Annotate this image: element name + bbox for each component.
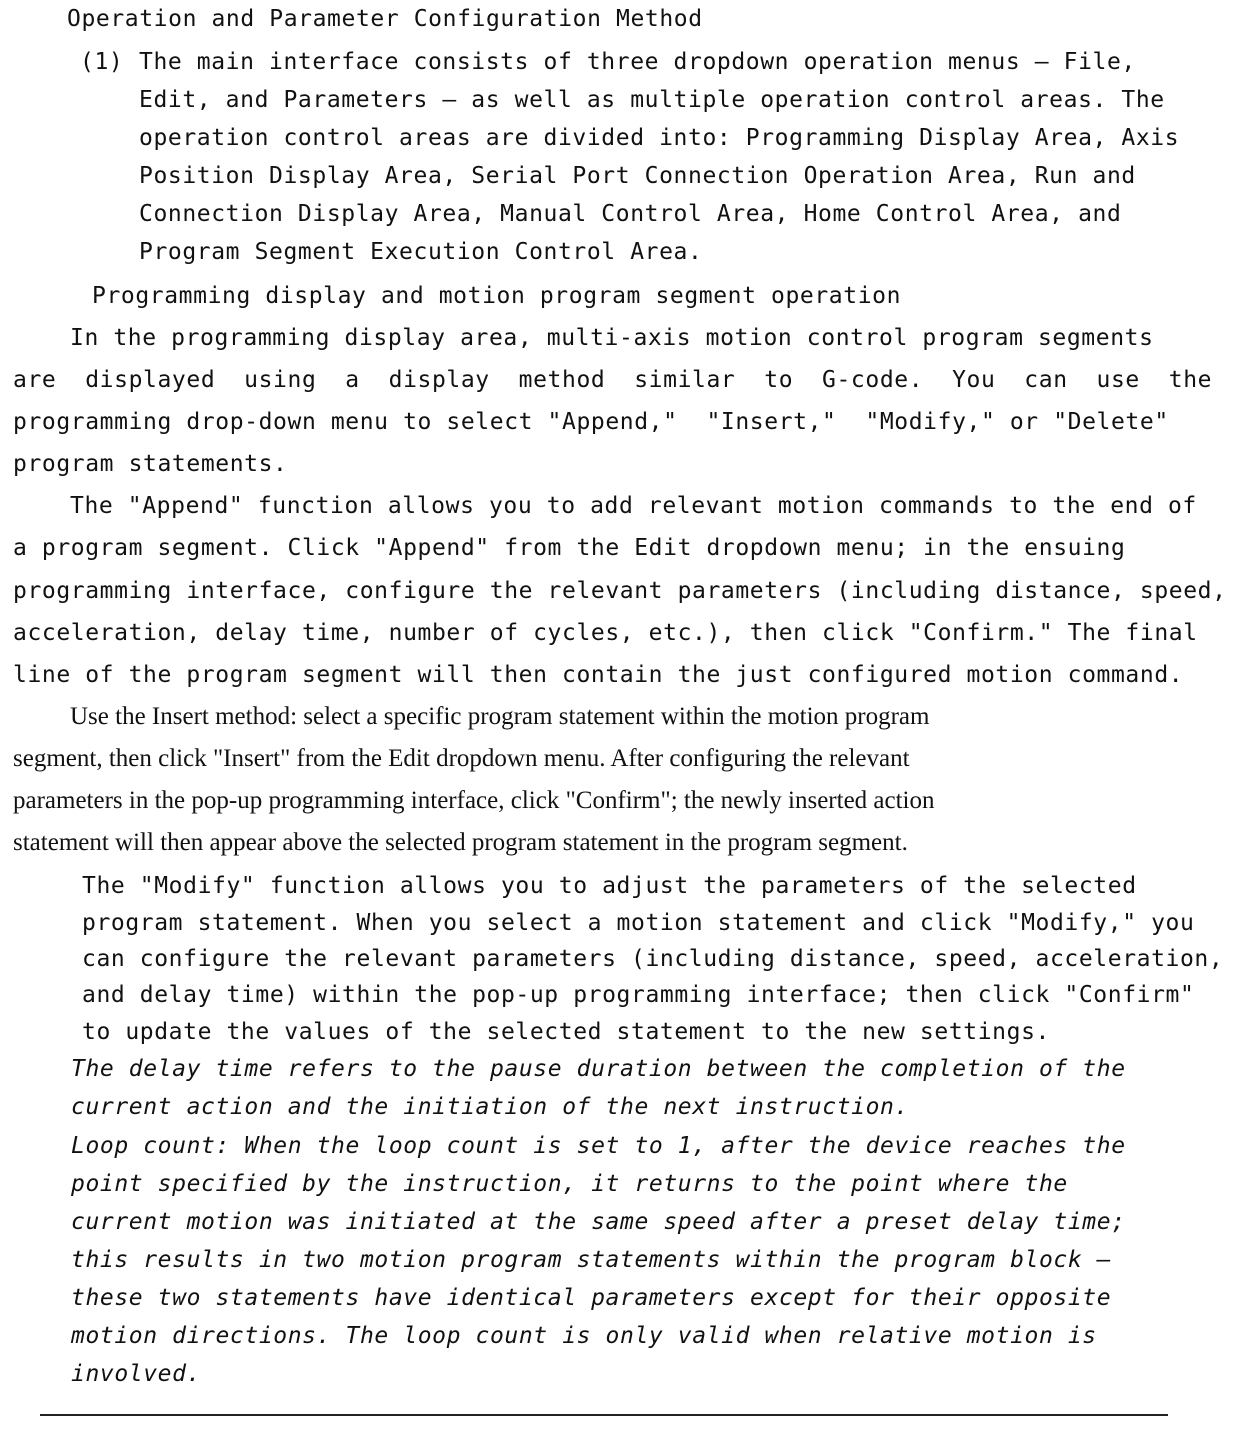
loop-note-line: these two statements have identical parameters except for their opposite (71, 1285, 1112, 1311)
section-heading: Operation and Parameter Configuration Method (67, 6, 703, 32)
item1-line: Position Display Area, Serial Port Connection Operation Area, Run and (139, 163, 1136, 189)
loop-note-line: point specified by the instruction, it returns to the point where the (71, 1171, 1068, 1197)
delay-note-line: current action and the initiation of the next instruction. (71, 1094, 909, 1120)
item1-line: The main interface consists of three dropdown operation menus – File, (139, 49, 1136, 75)
item-number: (1) (80, 49, 124, 75)
subheading: Programming display and motion program segment operation (92, 283, 902, 309)
loop-note-line: current motion was initiated at the same speed after a preset delay time; (71, 1209, 1126, 1235)
display-paragraph-line: In the programming display area, multi-axis motion control program segments (70, 325, 1154, 351)
loop-note-line: motion directions. The loop count is only valid when relative motion is (71, 1323, 1097, 1349)
loop-note-line: involved. (71, 1361, 202, 1387)
bottom-divider (40, 1414, 1168, 1416)
display-paragraph-line: program statements. (13, 451, 288, 477)
append-paragraph-line: programming interface, configure the relevant parameters (including distance, speed, (13, 578, 1227, 604)
modify-paragraph-line: program statement. When you select a motion statement and click "Modify," you (82, 910, 1195, 936)
item1-line: Connection Display Area, Manual Control Area, Home Control Area, and (139, 201, 1122, 227)
modify-paragraph-line: to update the values of the selected statement to the new settings. (82, 1019, 1050, 1045)
modify-paragraph-line: can configure the relevant parameters (including distance, speed, acceleration, (82, 946, 1224, 972)
insert-paragraph-line: parameters in the pop-up programming interface, click "Confirm"; the newly inserted action (13, 787, 935, 814)
insert-paragraph-line: statement will then appear above the selected program statement in the program segment. (13, 829, 908, 856)
delay-note-line: The delay time refers to the pause duration between the completion of the (71, 1056, 1126, 1082)
append-paragraph-line: line of the program segment will then contain the just configured motion command. (13, 662, 1184, 688)
item1-line: operation control areas are divided into: Programming Display Area, Axis (139, 125, 1180, 151)
display-paragraph-line: are displayed using a display method similar to G-code. You can use the (13, 367, 1213, 393)
loop-note-line: Loop count: When the loop count is set to 1, after the device reaches the (71, 1133, 1126, 1159)
append-paragraph-line: acceleration, delay time, number of cycles, etc.), then click "Confirm." The final (13, 620, 1198, 646)
insert-paragraph-line: segment, then click "Insert" from the Edit dropdown menu. After configuring the relevant (13, 745, 910, 772)
insert-paragraph-line: Use the Insert method: select a specific program statement within the motion program (70, 703, 930, 730)
display-paragraph-line: programming drop-down menu to select "Append," "Insert," "Modify," or "Delete" (13, 409, 1169, 435)
append-paragraph-line: a program segment. Click "Append" from the Edit dropdown menu; in the ensuing (13, 535, 1126, 561)
append-paragraph-line: The "Append" function allows you to add relevant motion commands to the end of (70, 493, 1197, 519)
modify-paragraph-line: and delay time) within the pop-up programming interface; then click "Confirm" (82, 982, 1195, 1008)
loop-note-line: this results in two motion program statements within the program block – (71, 1247, 1112, 1273)
item1-line: Edit, and Parameters – as well as multiple operation control areas. The (139, 87, 1165, 113)
item1-line: Program Segment Execution Control Area. (139, 239, 703, 265)
modify-paragraph-line: The "Modify" function allows you to adjust the parameters of the selected (82, 873, 1137, 899)
